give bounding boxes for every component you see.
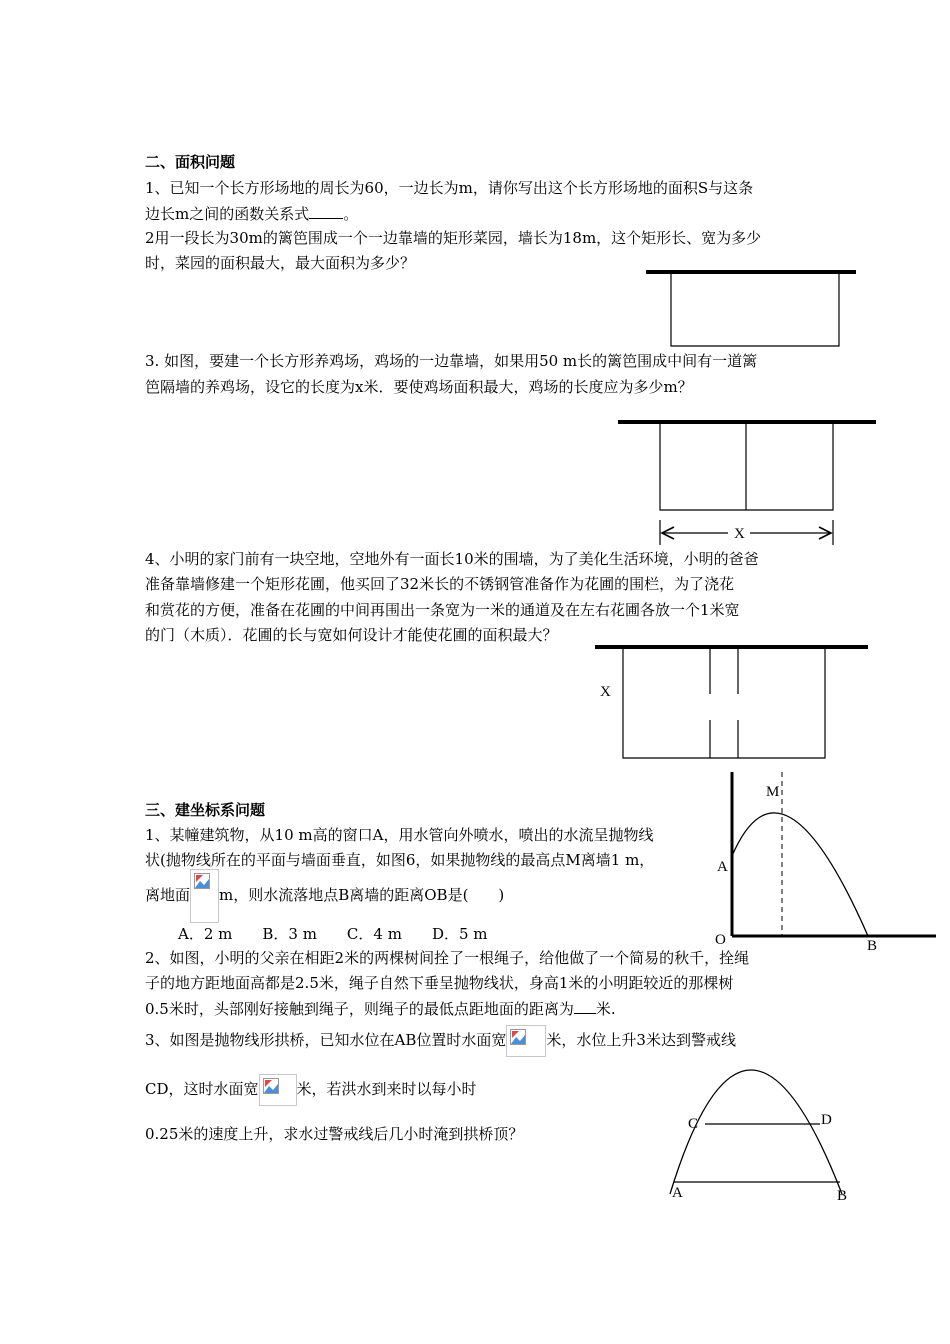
chicken-farm-figure — [610, 413, 885, 549]
broken-image-icon — [190, 869, 219, 923]
fig-label-c: C — [688, 1116, 699, 1132]
q2-text-line: 时，菜园的面积最大，最大面积为多少？ — [145, 254, 416, 272]
q1-text-line: 1、已知一个长方形场地的周长为60，一边长为m，请你写出这个长方形场地的面积S与这条 — [145, 179, 754, 197]
s3-q2-text-line: 2、如图，小明的父亲在相距2米的两棵树间拴了一根绳子，给他做了一个简易的秋千，拴绳 — [145, 949, 750, 967]
q4-text-line: 和赏花的方便，准备在花圃的中间再围出一条宽为一米的通道及在左右花圃各放一个1米宽 — [145, 601, 740, 619]
q3-text-line: 3. 如图，要建一个长方形养鸡场，鸡场的一边靠墙，如果用50 m长的篱笆围成中间有一道篱 — [145, 352, 758, 370]
s3-q2-text-line: 0.5米时，头部刚好接触到绳子，则绳子的最低点距地面的距离为 米. — [145, 1000, 616, 1018]
fig-label-m: M — [766, 784, 780, 800]
fig-label-b: B — [867, 938, 878, 954]
s3-q2-text-line: 子的地方距地面高都是2.5米，绳子自然下垂呈抛物线状，身高1米的小明距较近的那棵树 — [145, 974, 734, 992]
fig-label-b: B — [837, 1188, 848, 1204]
s3-q3-text-line: 0.25米的速度上升，求水过警戒线后几小时淹到拱桥顶？ — [145, 1125, 524, 1143]
broken-image-icon — [259, 1074, 297, 1106]
fig-label-a: A — [672, 1185, 683, 1201]
broken-image-icon — [506, 1025, 546, 1057]
arch-bridge-figure — [660, 1050, 860, 1210]
q4-text-line: 4、小明的家门前有一块空地，空地外有一面长10米的围墙，为了美化生活环境，小明的爸爸 — [145, 550, 759, 568]
vegetable-garden-figure — [640, 264, 870, 356]
q1-text-line: 边长m之间的函数关系式 。 — [145, 205, 359, 223]
answer-blank — [309, 203, 343, 219]
s3-q1-options: A．2 m B．3 m C．4 m D．5 m — [178, 925, 488, 943]
water-jet-parabola-figure — [714, 768, 939, 958]
fig-label-x: X — [734, 526, 745, 542]
s3-q3-text-line: 3、如图是抛物线形拱桥，已知水位在AB位置时水面宽 米，水位上升3米达到警戒线 — [145, 1023, 736, 1058]
q4-text-line: 的门（木质）．花圃的长与宽如何设计才能使花圃的面积最大？ — [145, 626, 558, 644]
section-heading-coordinate: 三、建坐标系问题 — [145, 801, 266, 819]
q4-text-line: 准备靠墙修建一个矩形花圃，他买回了32米长的不锈钢管准备作为花圃的围栏，为了浇花 — [145, 575, 735, 593]
answer-blank — [574, 998, 596, 1014]
q3-text-line: 笆隔墙的养鸡场，设它的长度为x米．要使鸡场面积最大，鸡场的长度应为多少m？ — [145, 378, 693, 396]
s3-q3-text-line: CD，这时水面宽 米，若洪水到来时以每小时 — [145, 1072, 477, 1107]
q2-text-line: 2用一段长为30m的篱笆围成一个一边靠墙的矩形菜园，墙长为18m，这个矩形长、宽为多少 — [145, 229, 762, 247]
fig-label-d: D — [821, 1112, 832, 1128]
s3-q1-text-line: 1、某幢建筑物，从10 m高的窗口A，用水管向外喷水，喷出的水流呈抛物线 — [145, 826, 654, 844]
flower-bed-figure — [590, 640, 875, 762]
fig-label-o: O — [715, 932, 726, 948]
section-heading-area: 二、面积问题 — [145, 153, 236, 171]
s3-q1-text-line: 状(抛物线所在的平面与墙面垂直，如图6，如果抛物线的最高点M离墙1 m， — [145, 851, 655, 869]
fig-label-x: X — [600, 684, 611, 700]
fig-label-a: A — [717, 859, 728, 875]
s3-q1-text-line: 离地面 m，则水流落地点B离墙的距离OB是( ) — [145, 868, 504, 923]
